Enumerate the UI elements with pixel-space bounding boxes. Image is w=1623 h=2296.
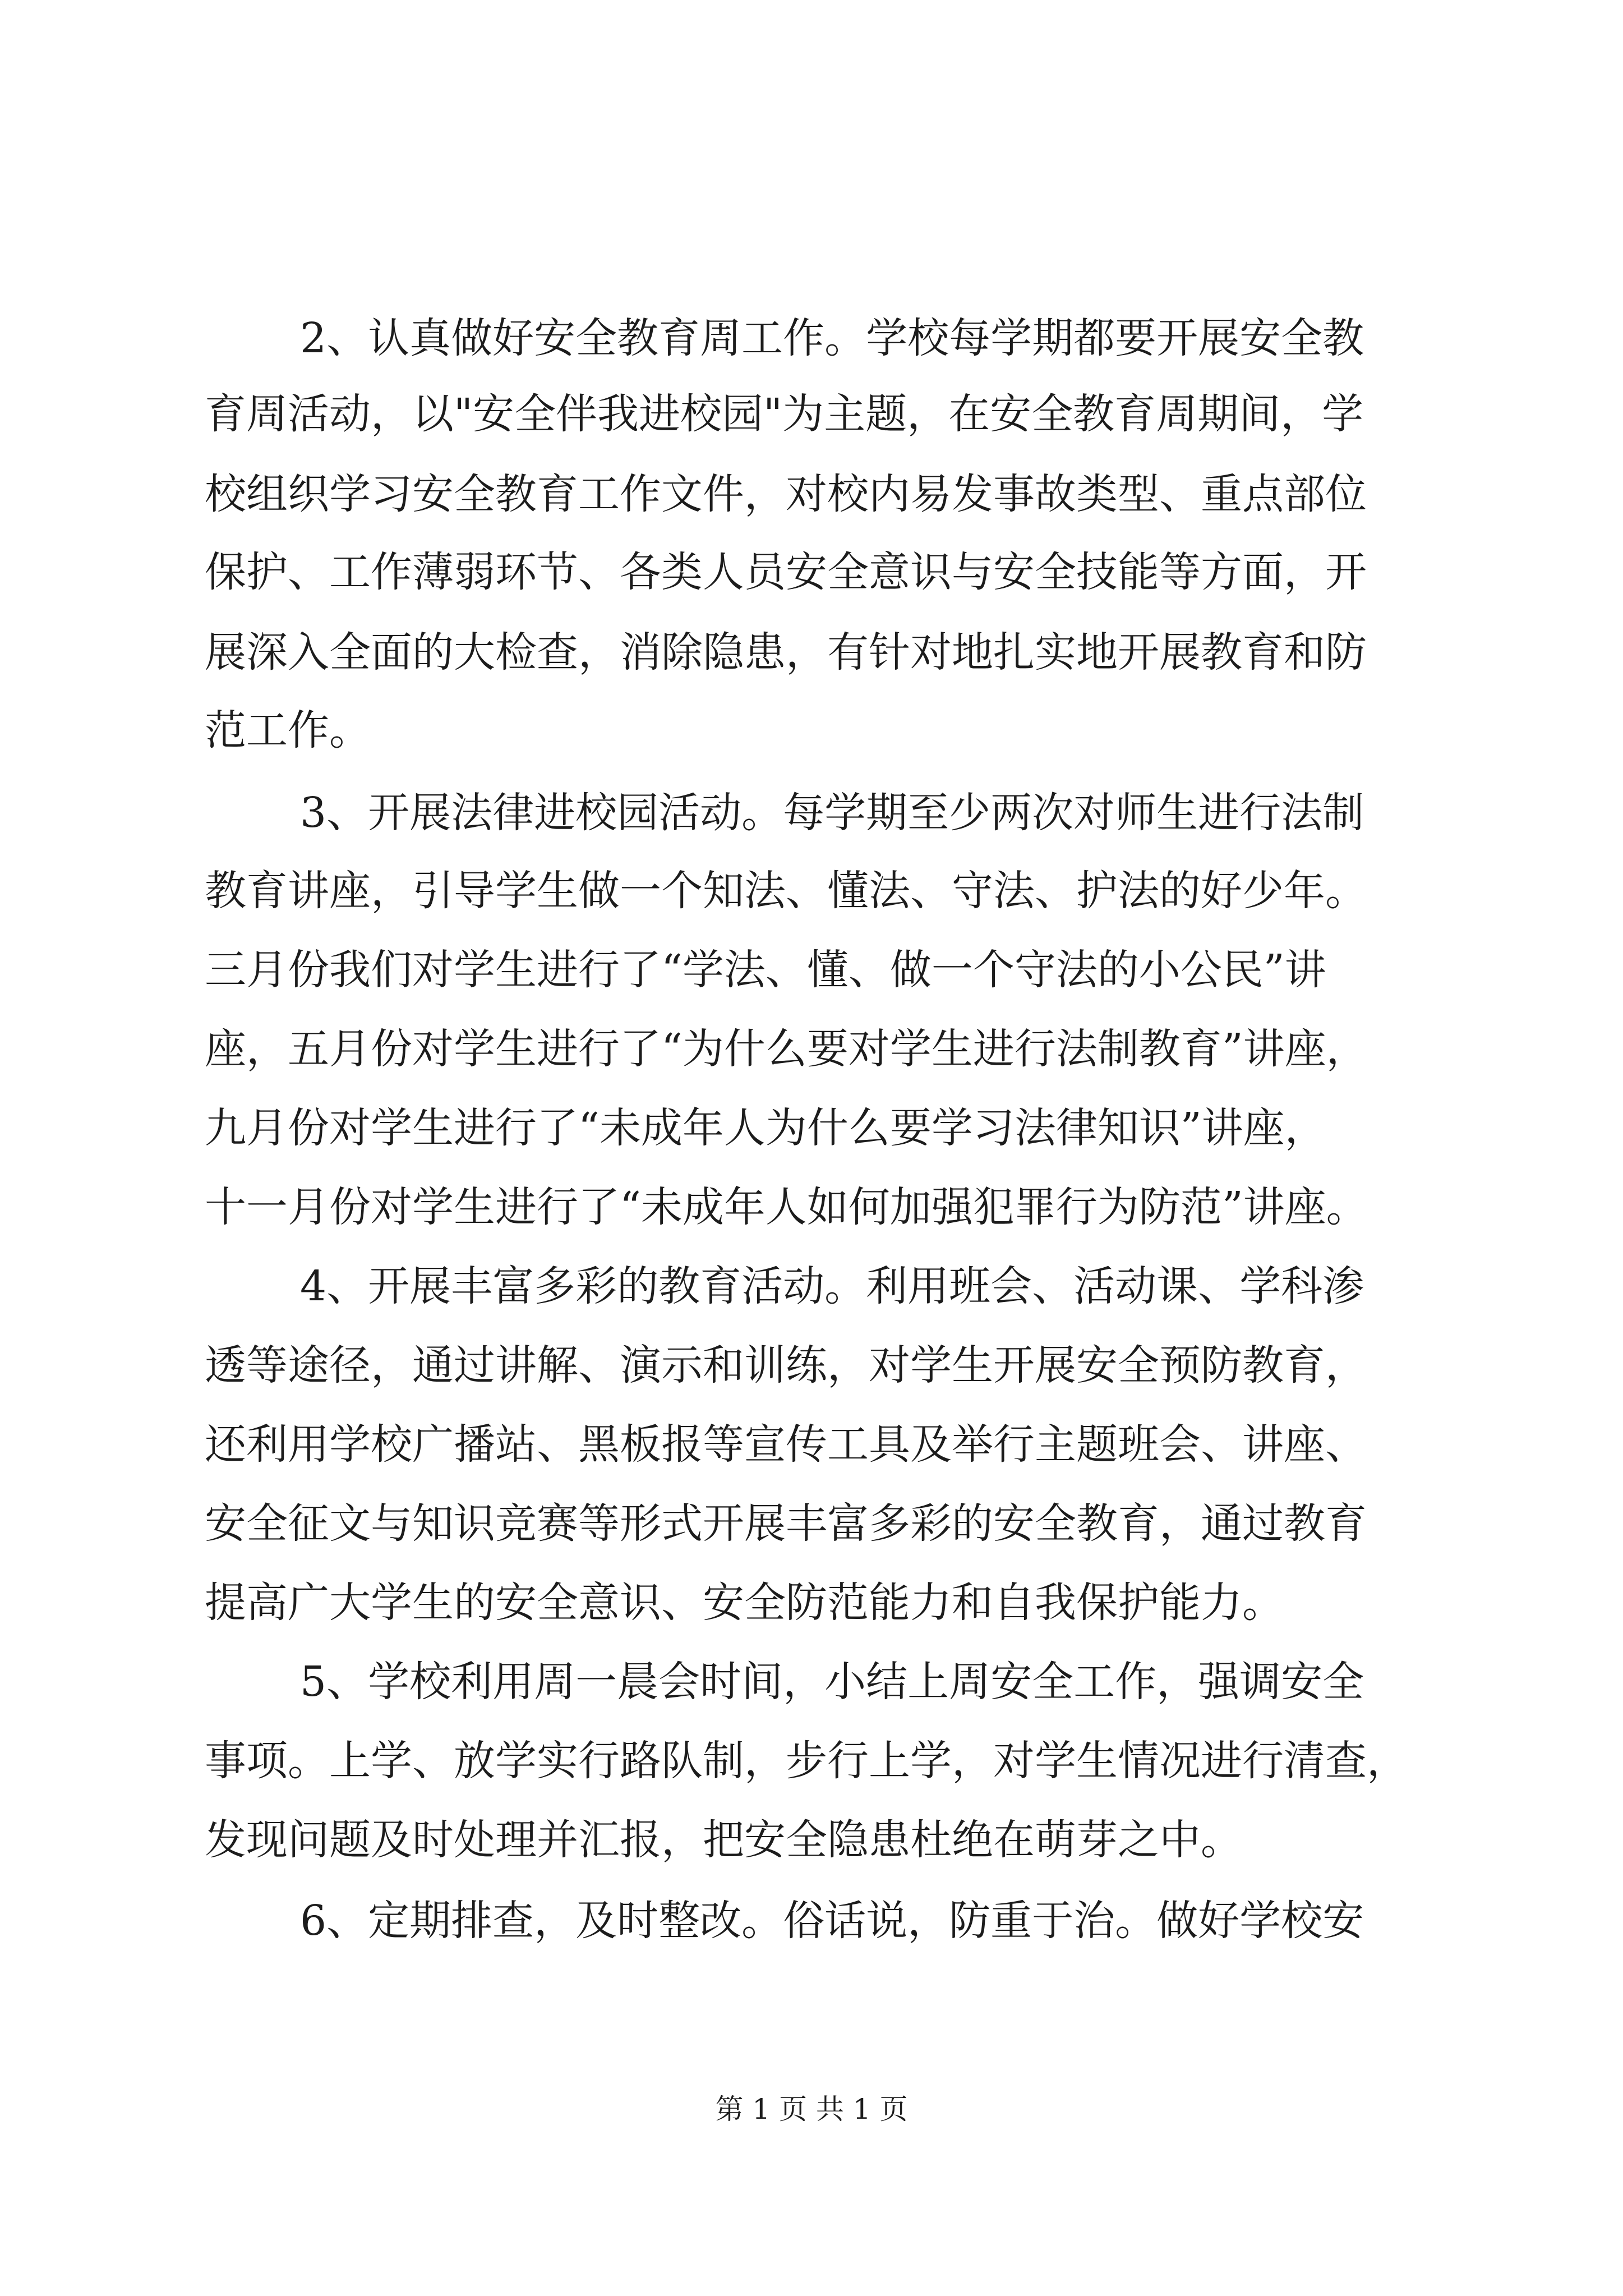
text-line: 3、开展法律进校园活动。每学期至少两次对师生进行法制 [300,789,1364,837]
text-line: 2、认真做好安全教育周工作。学校每学期都要开展安全教 [300,314,1364,362]
text-line: 教育讲座，引导学生做一个知法、懂法、守法、护法的好少年。 [205,867,1367,915]
text-line: 校组织学习安全教育工作文件，对校内易发事故类型、重点部位 [205,470,1367,518]
text-line: 育周活动，以"安全伴我进校园"为主题，在安全教育周期间，学 [205,390,1364,438]
text-line: 安全征文与知识竞赛等形式开展丰富多彩的安全教育，通过教育 [205,1499,1367,1548]
text-line: 发现问题及时处理并汇报，把安全隐患杜绝在萌芽之中。 [205,1816,1242,1864]
text-line: 范工作。 [205,706,371,754]
text-line: 保护、工作薄弱环节、各类人员安全意识与安全技能等方面，开 [205,548,1367,596]
text-line: 座，五月份对学生进行了“为什么要对学生进行法制教育”讲座， [205,1025,1368,1073]
text-line: 6、定期排查，及时整改。俗话说，防重于治。做好学校安 [300,1897,1364,1945]
text-line: 展深入全面的大检查，消除隐患，有针对地扎实地开展教育和防 [205,628,1367,677]
text-line: 4、开展丰富多彩的教育活动。利用班会、活动课、学科渗 [300,1262,1364,1310]
text-line: 提高广大学生的安全意识、安全防范能力和自我保护能力。 [205,1579,1284,1627]
text-line: 透等途径，通过讲解、演示和训练，对学生开展安全预防教育， [205,1341,1367,1389]
text-line: 5、学校利用周一晨会时间，小结上周安全工作，强调安全 [300,1658,1364,1706]
text-line: 还利用学校广播站、黑板报等宣传工具及举行主题班会、讲座、 [205,1420,1367,1469]
text-line: 事项。上学、放学实行路队制，步行上学，对学生情况进行清查， [205,1737,1408,1785]
text-line: 三月份我们对学生进行了“学法、懂、做一个守法的小公民”讲 [205,946,1326,994]
text-line: 九月份对学生进行了“未成年人为什么要学习法律知识”讲座， [205,1104,1326,1152]
page-footer: 第 1 页 共 1 页 [715,2093,908,2125]
text-line: 十一月份对学生进行了“未成年人如何加强犯罪行为防范”讲座。 [205,1183,1368,1231]
